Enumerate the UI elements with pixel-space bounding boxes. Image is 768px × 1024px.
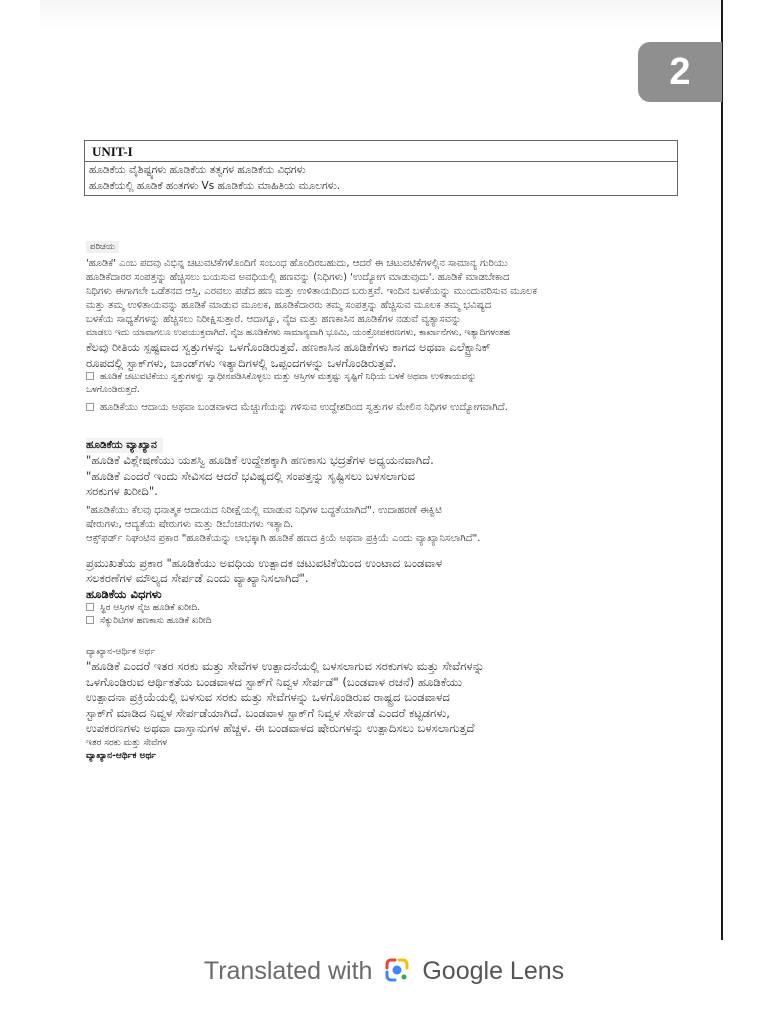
checkbox-icon	[86, 403, 94, 411]
intro-paragraph	[86, 257, 698, 371]
top-shade	[40, 0, 722, 30]
google-lens-icon	[383, 956, 411, 984]
definition-heading: ಹೂಡಿಕೆಯ ವ್ಯಾಖ್ಯಾನ	[86, 438, 163, 453]
economic-label-2: ವ್ಯಾಖ್ಯಾನ-ಆರ್ಥಿಕ ಅರ್ಥ	[86, 750, 156, 761]
checkbox-icon	[86, 603, 94, 611]
definition-line: ಪ್ರಮುಖತೆಯ ಪ್ರಕಾರ "ಹೂಡಿಕೆಯು ಅವಧಿಯ ಉತ್ಪಾದಕ ಚಟುವಟಿಕೆಯಿಂದ ಉಂಟಾದ ಬಂಡವಾಳ	[86, 555, 443, 570]
page-edge-line	[721, 0, 723, 940]
definition-line: "ಹೂಡಿಕೆ ಎಂದರೆ ಇಂದು ಸೇವಿಸದ ಆದರೆ ಭವಿಷ್ಯದಲ್ಲಿ ಸಂಪತ್ತನ್ನು ಸೃಷ್ಟಿಸಲು ಬಳಸಲಾಗುವ	[86, 468, 415, 483]
intro-line: ಮಾಡಲು ಇದು ಯಾವಾಗಲೂ ಉಪಯುಕ್ತವಾಗಿದೆ. ನೈಜ ಹೂಡಿಕೆಗಳು ಸಾಮಾನ್ಯವಾಗಿ ಭೂಮಿ, ಯಂತ್ರೋಪಕರಣಗಳು, ಕಾರ್ಖಾನೆಗಳು, ಇತ್ಯಾದಿಗಳಂತಹ	[86, 328, 511, 338]
bullet-text: ಹೂಡಿಕೆ ಚಟುವಟಿಕೆಯು ಸ್ವತ್ತುಗಳನ್ನು ಸ್ವಾಧೀನಪಡಿಸಿಕೊಳ್ಳಲು ಮತ್ತು ಆಸ್ತಿಗಳ ಮತ್ತಷ್ಟು ಸೃಷ್ಟಿಗೆ ನಿಧಿಯ ಬಳಕೆ ಅಥವಾ ಉಳಿತಾಯವನ್ನು	[100, 372, 477, 382]
definition-line: "ಹೂಡಿಕೆಯು ಕೆಲವು ಧನಾತ್ಮಕ ಆದಾಯದ ನಿರೀಕ್ಷೆಯಲ್ಲಿ ಮಾಡುವ ನಿಧಿಗಳ ಬದ್ಧತೆಯಾಗಿದೆ". ಉದಾಹರಣೆ ಈಕ್ವಿಟಿ	[86, 504, 442, 516]
types-item-real	[86, 602, 698, 615]
checkbox-icon	[86, 372, 94, 380]
economic-line: ಉತ್ಪಾದನಾ ಪ್ರಕ್ರಿಯೆಯಲ್ಲಿ ಬಳಸುವ ಸರಕು ಮತ್ತು ಸೇವೆಗಳನ್ನು ಒಳಗೊಂಡಿರುವ ರಾಷ್ಟ್ರದ ಬಂಡವಾಳದ	[86, 690, 450, 704]
unit-topics-line-1: ಹೂಡಿಕೆಯ ವೈಶಿಷ್ಟ್ಯಗಳು ಹೂಡಿಕೆಯ ತತ್ವಗಳ ಹೂಡಿಕೆಯ ವಿಧಗಳು	[89, 164, 306, 176]
types-item-text: ಸೆಕ್ಯುರಿಟಿಗಳ ಹಣಕಾಸು ಹೂಡಿಕೆ ಖರೀದಿ	[100, 616, 212, 626]
intro-line: ಹೂಡಿಕೆದಾರರ ಸಂಪತ್ತನ್ನು ಹೆಚ್ಚಿಸಲು ಬಯಸುವ ಅವಧಿಯಲ್ಲಿ ಹಣವನ್ನು (ನಿಧಿಗಳು) 'ಉದ್ಯೋಗ ಮಾಡುವುದು'. ಹೂಡಿಕೆ ಮಾಡಬೇಕಾದ	[86, 272, 510, 283]
definition-line: ಷೇರುಗಳು, ಆದ್ಯತೆಯ ಷೇರುಗಳು ಮತ್ತು ಡಿಬೆಂಚರುಗಳು ಇತ್ಯಾದಿ.	[86, 518, 294, 530]
unit-topics-line-2: ಹೂಡಿಕೆಯಲ್ಲಿ ಹೂಡಿಕೆ ಹಂತಗಳು Vs ಹೂಡಿಕೆಯ ಮಾಹಿತಿಯ ಮೂಲಗಳು.	[89, 180, 341, 192]
checkbox-icon	[86, 616, 94, 624]
types-item-financial	[86, 615, 698, 628]
types-item-text: ಸ್ಥಿರ ಆಸ್ತಿಗಳ ನೈಜ ಹೂಡಿಕೆ ಖರೀದಿ.	[100, 603, 201, 613]
intro-line: ರೂಪದಲ್ಲಿ ಸ್ಟಾಕ್‌ಗಳು, ಬಾಂಡ್‌ಗಳು ಇತ್ಯಾದಿಗಳಲ್ಲಿ ಒಪ್ಪಂದಗಳನ್ನು ಒಳಗೊಂಡಿರುತ್ತವೆ.	[86, 355, 397, 370]
intro-bullet-2	[86, 401, 698, 415]
intro-line: ಮತ್ತು ತಮ್ಮ ಉಳಿತಾಯವನ್ನು ಹೂಡಿಕೆ ಮಾಡುವ ಮೂಲಕ, ಹೂಡಿಕೆದಾರರು ತಮ್ಮ ಸಂಪತ್ತನ್ನು ಹೆಚ್ಚಿಸುವ ಮೂಲಕ ತಮ್ಮ ಭವಿಷ್ಯದ	[86, 300, 492, 311]
intro-line: 'ಹೂಡಿಕೆ' ಎಂಬ ಪದವು ವಿಭಿನ್ನ ಚಟುವಟಿಕೆಗಳೊಂದಿಗೆ ಸಂಬಂಧ ಹೊಂದಿರಬಹುದು, ಆದರೆ ಈ ಚಟುವಟಿಕೆಗಳಲ್ಲಿನ ಸಾಮಾನ್ಯ ಗುರಿಯು	[86, 258, 508, 269]
intro-line: ಬಳಕೆಯ ಸಾಧ್ಯತೆಗಳನ್ನು ಹೆಚ್ಚಿಸಲು ನಿರೀಕ್ಷಿಸುತ್ತಾರೆ. ಆದಾಗ್ಯೂ, ನೈಜ ಮತ್ತು ಹಣಕಾಸಿನ ಹೂಡಿಕೆಗಳ ನಡುವೆ ವ್ಯತ್ಯಾಸವನ್ನು	[86, 314, 462, 325]
definition-line: ಸರಕುಗಳ ಖರೀದಿ".	[86, 484, 158, 498]
footer-brand: Google Lens	[422, 957, 565, 985]
definition-line: ಸಲಕರಣೆಗಳ ಮೌಲ್ಯದ ಸೇರ್ಪಡೆ ಎಂದು ವ್ಯಾಖ್ಯಾನಿಸಲಾಗಿದೆ".	[86, 571, 309, 585]
intro-bullet-1	[86, 371, 698, 384]
economic-label: ವ್ಯಾಖ್ಯಾನ-ಆರ್ಥಿಕ ಅರ್ಥ	[86, 647, 156, 657]
intro-line: ಕೆಲವು ರೀತಿಯ ಸ್ಪಷ್ಟವಾದ ಸ್ವತ್ತುಗಳನ್ನು ಒಳಗೊಂಡಿರುತ್ತವೆ. ಹಣಕಾಸಿನ ಹೂಡಿಕೆಗಳು ಕಾಗದ ಅಥವಾ ಎಲೆಕ್ಟ್ರಾನಿಕ್	[86, 340, 491, 354]
page-content	[86, 234, 698, 763]
translation-footer	[0, 956, 768, 986]
intro-bullet-1-cont: ಒಳಗೊಂಡಿರುತ್ತದೆ.	[86, 385, 140, 395]
types-heading: ಹೂಡಿಕೆಯ ವಿಧಗಳು	[86, 586, 162, 601]
economic-line: ಒಳಗೊಂಡಿರುವ ಆರ್ಥಿಕತೆಯ ಬಂಡವಾಳದ ಸ್ಟಾಕ್‌ಗೆ ನಿವ್ವಳ ಸೇರ್ಪಡೆ" (ಬಂಡವಾಳ ರಚನೆ) ಹೂಡಿಕೆಯು	[86, 674, 463, 689]
intro-label: ಪರಿಚಯ	[86, 241, 119, 253]
economic-tail: ಇತರ ಸರಕು ಮತ್ತು ಸೇವೆಗಳ	[86, 737, 167, 748]
bullet-text: ಹೂಡಿಕೆಯು ಆದಾಯ ಅಥವಾ ಬಂಡವಾಳದ ಮೆಚ್ಚುಗೆಯನ್ನು ಗಳಿಸುವ ಉದ್ದೇಶದಿಂದ ಸ್ವತ್ತುಗಳ ಮೇಲಿನ ನಿಧಿಗಳ ಉದ್ಯೋಗವಾಗಿದೆ.	[100, 402, 508, 413]
economic-line: ಸ್ಟಾಕ್‌ಗೆ ಮಾಡಿದ ನಿವ್ವಳ ಸೇರ್ಪಡೆಯಾಗಿದೆ. ಬಂಡವಾಳ ಸ್ಟಾಕ್‌ಗೆ ನಿವ್ವಳ ಸೇರ್ಪಡೆ ಎಂದರೆ ಕಟ್ಟಡಗಳು,	[86, 705, 450, 720]
definition-line: "ಹೂಡಿಕೆ ವಿಶ್ಲೇಷಣೆಯು ಯಶಸ್ವಿ ಹೂಡಿಕೆ ಉದ್ದೇಶಕ್ಕಾಗಿ ಹಣಕಾಸು ಭದ್ರತೆಗಳ ಅಧ್ಯಯನವಾಗಿದೆ.	[86, 453, 434, 467]
page-number-badge: 2	[638, 42, 722, 102]
footer-prefix: Translated with	[203, 957, 373, 985]
economic-line: ಉಪಕರಣಗಳು ಅಥವಾ ದಾಸ್ತಾನುಗಳ ಹೆಚ್ಚಳ. ಈ ಬಂಡವಾಳದ ಷೇರುಗಳನ್ನು ಉತ್ಪಾದಿಸಲು ಬಳಸಲಾಗುತ್ತದೆ	[86, 721, 475, 735]
intro-line: ನಿಧಿಗಳು ಈಗಾಗಲೇ ಒಡೆತನದ ಆಸ್ತಿ, ಎರವಲು ಪಡೆದ ಹಣ ಮತ್ತು ಉಳಿತಾಯದಿಂದ ಬರುತ್ತವೆ. ಇಂದಿನ ಬಳಕೆಯನ್ನು ಮುಂದುವರಿಸುವ ಮೂಲಕ	[86, 286, 537, 297]
unit-syllabus-box	[84, 140, 678, 196]
definition-line: ಆಕ್ಸ್‌ಫರ್ಡ್ ನಿಘಂಟಿನ ಪ್ರಕಾರ "ಹೂಡಿಕೆಯನ್ನು ಲಾಭಕ್ಕಾಗಿ ಹೂಡಿಕೆ ಹಣದ ಕ್ರಿಯೆ ಅಥವಾ ಪ್ರಕ್ರಿಯೆ ಎಂದು ವ್ಯಾಖ್ಯಾನಿಸಲಾಗಿದೆ".	[86, 532, 481, 544]
economic-line: "ಹೂಡಿಕೆ ಎಂದರೆ ಇತರ ಸರಕು ಮತ್ತು ಸೇವೆಗಳ ಉತ್ಪಾದನೆಯಲ್ಲಿ ಬಳಸಲಾಗುವ ಸರಕುಗಳು ಮತ್ತು ಸೇವೆಗಳನ್ನು	[86, 659, 485, 673]
unit-title: UNIT-I	[85, 141, 677, 162]
